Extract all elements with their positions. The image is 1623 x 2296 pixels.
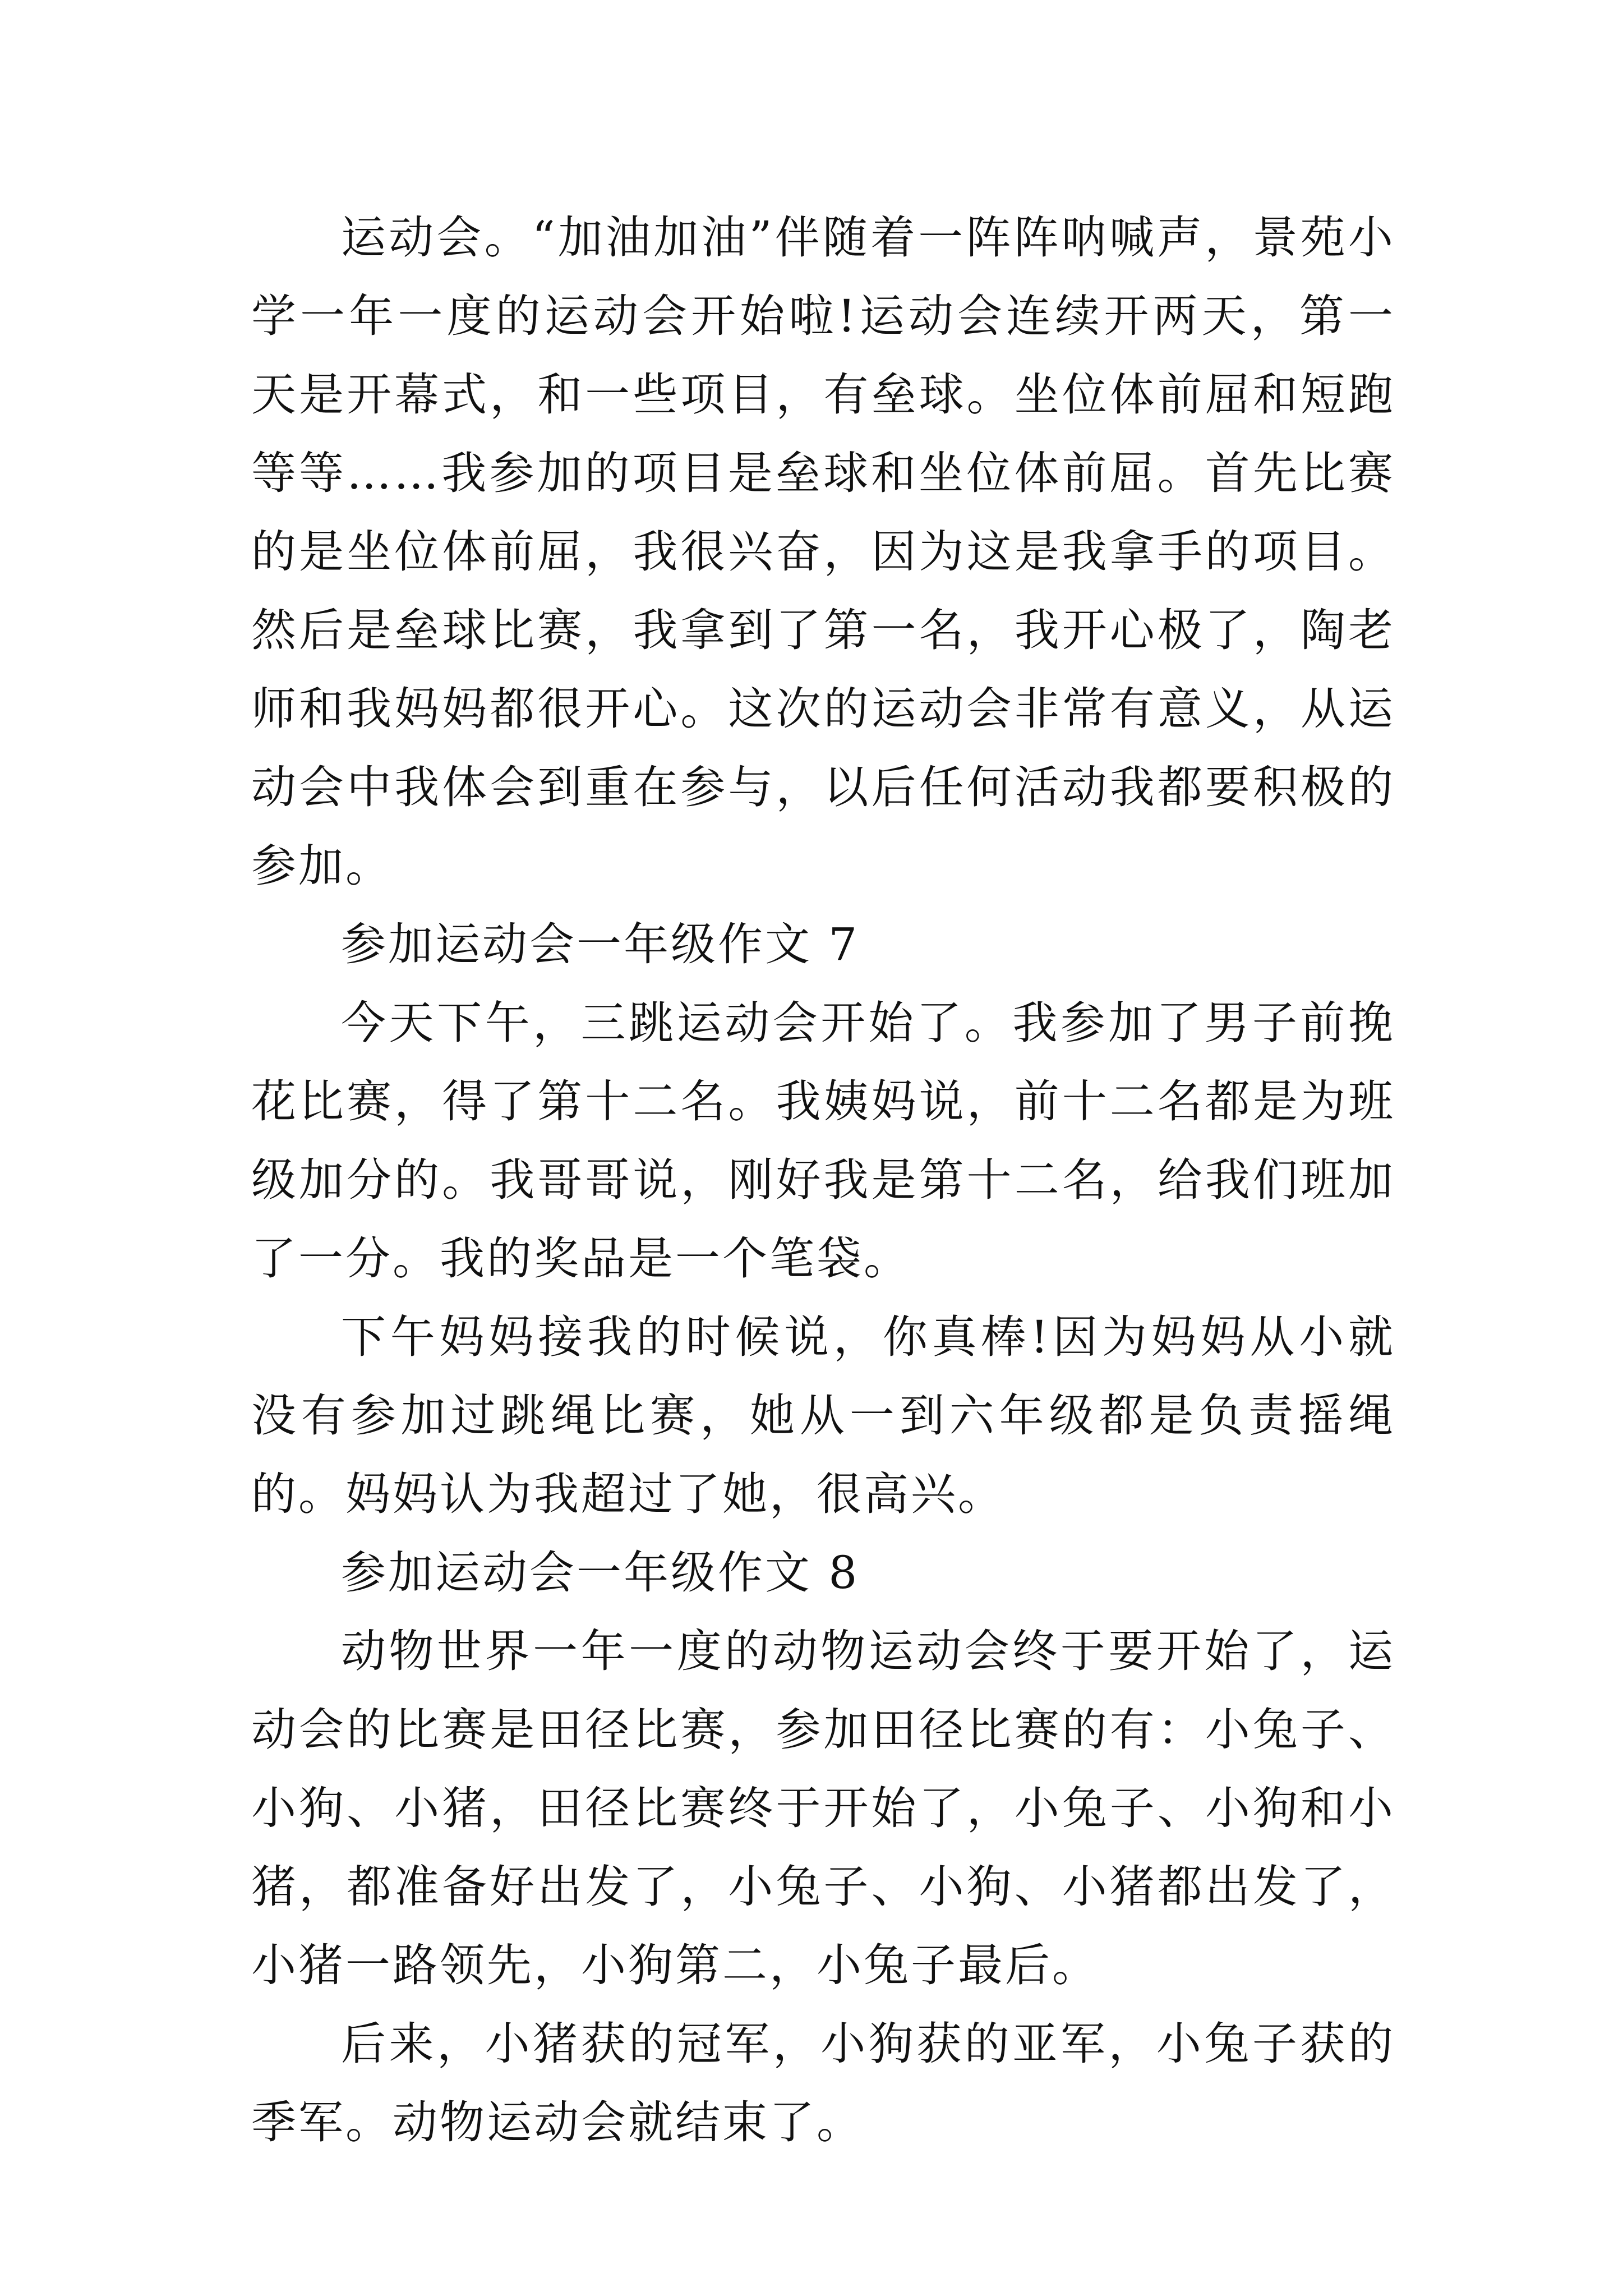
paragraph-sports-day-intro: 运动会。“加油加油”伴随着一阵阵呐喊声，景苑小学一年一度的运动会开始啦!运动会连续开两天，第一天是开幕式，和一些项目，有垒球。坐位体前屈和短跑等等……我参加的项目是垒球和坐位体前屈。首先比赛的是坐位体前屈，我很兴奋，因为这是我拿手的项目。然后是垒球比赛，我拿到了第一名，我开心极了，陶老师和我妈妈都很开心。这次的运动会非常有意义，从运动会中我体会到重在参与，以后任何活动我都要积极的参加。 <box>251 211 1395 892</box>
paragraph-animal-results: 后来，小猪获的冠军，小狗获的亚军，小兔子获的季军。动物运动会就结束了。 <box>251 2018 1395 2148</box>
document-body <box>251 199 1395 2162</box>
paragraph-mother-praise: 下午妈妈接我的时候说，你真棒!因为妈妈从小就没有参加过跳绳比赛，她从一到六年级都是负责摇绳的。妈妈认为我超过了她，很高兴。 <box>251 1311 1395 1520</box>
paragraph-animal-sports-meet: 动物世界一年一度的动物运动会终于要开始了，运动会的比赛是田径比赛，参加田径比赛的有：小兔子、小狗、小猪，田径比赛终于开始了，小兔子、小狗和小猪，都准备好出发了，小兔子、小狗、小猪都出发了，小猪一路领先，小狗第二，小兔子最后。 <box>251 1625 1395 1991</box>
paragraph-jump-rope-competition: 今天下午，三跳运动会开始了。我参加了男子前挽花比赛，得了第十二名。我姨妈说，前十二名都是为班级加分的。我哥哥说，刚好我是第十二名，给我们班加了一分。我的奖品是一个笔袋。 <box>251 997 1395 1285</box>
essay-heading-7: 参加运动会一年级作文 7 <box>341 918 860 970</box>
essay-heading-8: 参加运动会一年级作文 8 <box>341 1547 860 1599</box>
